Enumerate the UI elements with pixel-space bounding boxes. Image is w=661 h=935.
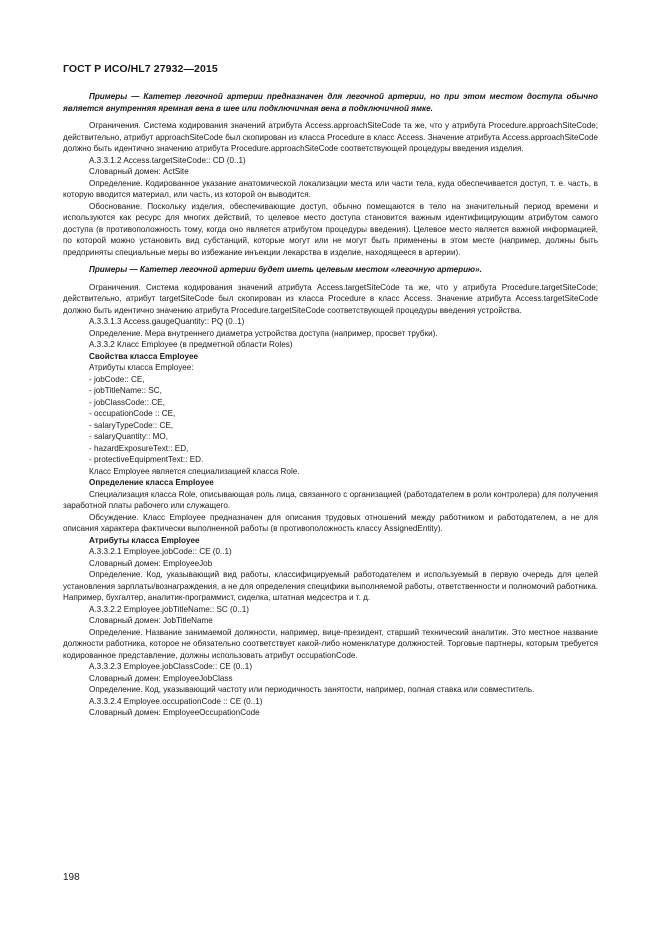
paragraph: Словарный домен: JobTitleName (89, 616, 213, 625)
paragraph: Примеры — Катетер легочной артерии предназначен для легочной артерии, но при этом местом доступа обычно является внутренняя яремная вена в шее или подключичная вена в подключичной ямке. (63, 92, 598, 113)
paragraph: Словарный домен: EmployeeOccupationCode (89, 708, 260, 717)
paragraph: Ограничения. Система кодирования значений атрибута Access.targetSiteCode та же, что у атрибута Procedure.targetSiteCode; действительно, атрибут targetSiteCode был скопирован из класса Procedure в класс Access. Значение атрибута Access.targetSiteCode должно быть идентично значению атрибута Procedure.targetSiteCode соответствующей процедуры введения устройства. (63, 282, 598, 315)
paragraph: Определение. Код, указывающий частоту или периодичность занятости, например, полная ставка или совместитель. (89, 685, 535, 694)
paragraph: Свойства класса Employee (89, 351, 199, 361)
document-header: ГОСТ Р ИСО/HL7 27932—2015 (63, 63, 218, 75)
paragraph: Определение класса Employee (89, 478, 214, 487)
paragraph: A.3.3.1.3 Access.gaugeQuantity:: PQ (0..1) (89, 317, 245, 326)
paragraph: - jobTitleName:: SC, (89, 386, 162, 395)
paragraph: Определение. Кодированное указание анатомической локализации места или части тела, куда обеспечивается доступ, т. е. часть, в которую вводится материал, или часть, из которой он выводится. (63, 178, 598, 199)
page-number: 198 (63, 872, 80, 883)
paragraph: Определение. Мера внутреннего диаметра устройства доступа (например, просвет трубки). (89, 328, 438, 338)
paragraph: Класс Employee является специализацией класса Role. (89, 466, 300, 476)
paragraph: A.3.3.1.2 Access.targetSiteCode:: CD (0..1) (89, 155, 246, 165)
paragraph: A.3.3.2.3 Employee.jobClassCode:: CE (0..1) (89, 662, 253, 671)
paragraph: Специализация класса Role, описывающая роль лица, связанного с организацией (работодателем в роли контролера) для получения заработной платы рабочего или служащего. (63, 489, 598, 510)
paragraph: A.3.3.2.2 Employee.jobTitleName:: SC (0..1) (89, 604, 250, 614)
paragraph: Обсуждение. Класс Employee предназначен для описания трудовых отношений между работником и работодателем, а не для описания характера фактически выполненной работы (в противоположность классу AssignedEntity). (63, 512, 598, 533)
document-body (63, 91, 598, 719)
paragraph: Словарный домен: EmployeeJobClass (89, 673, 233, 683)
paragraph: Словарный домен: ActSite (89, 167, 189, 176)
paragraph: Определение. Код, указывающий вид работы, классифицируемый работодателем и используемый в первую очередь для целей установления зарплаты/вознаграждения, а не для определения специфики выполняемой работы, ответственности и полномочий работника. Например, бухгалтер, аналитик-программист, сиделка, штатная медсестра и т. д. (63, 570, 598, 602)
paragraph: A.3.3.2.4 Employee.occupationCode :: CE (0..1) (89, 696, 263, 706)
paragraph: - salaryQuantity:: MO, (89, 432, 169, 441)
paragraph: - jobCode:: CE, (89, 374, 145, 384)
paragraph: - jobClassCode:: CE, (89, 397, 165, 407)
paragraph: - protectiveEquipmentText:: ED. (89, 455, 204, 464)
paragraph: Атрибуты класса Employee: (89, 363, 194, 372)
paragraph: Ограничения. Система кодирования значений атрибута Access.approachSiteCode та же, что у атрибута Procedure.approachSiteCode; действительно, атрибут approachSiteCode был скопирован из класса Procedure в класс Access. Значение атрибута Access.approachSiteCode должно быть идентично значению атрибута Procedure.approachSiteCode соответствующей процедуры введения изделия. (63, 121, 598, 153)
paragraph: A.3.3.2.1 Employee.jobCode:: CE (0..1) (89, 547, 232, 556)
paragraph: - hazardExposureText:: ED, (89, 443, 189, 453)
paragraph: A.3.3.2 Класс Employee (в предметной области Roles) (89, 340, 293, 349)
paragraph: Обоснование. Поскольку изделия, обеспечивающие доступ, обычно помещаются в тело на значительный период времени и используются как ресурс для многих действий, то целевое место доступа становится важным идентифицирующим атрибутом самого доступа (в противоположность тому, когда оно является атрибутом процедуры введения). Целевое место является важной информацией, по которой можно установить вид субстанций, которые могут или не могут быть применены в этом месте (например, должны быть предприняты специальные меры во избежание инъекции лекарства в изделие, находящееся в артерии). (63, 201, 598, 257)
paragraph: - occupationCode :: CE, (89, 409, 176, 418)
paragraph: Определение. Название занимаемой должности, например, вице-президент, старший технический аналитик. Это местное название должности работника, которое не обязательно соответствует какой-либо номенклатуре должностей. Торговые партнеры, которым требуется кодированное представление, должны использовать атрибут occupationCode. (63, 627, 598, 660)
paragraph: Атрибуты класса Employee (89, 535, 200, 545)
paragraph: - salaryTypeCode:: CE, (89, 420, 173, 430)
paragraph: Примеры — Катетер легочной артерии будет иметь целевым местом «легочную артерию». (89, 265, 482, 274)
paragraph: Словарный домен: EmployeeJob (89, 558, 213, 568)
